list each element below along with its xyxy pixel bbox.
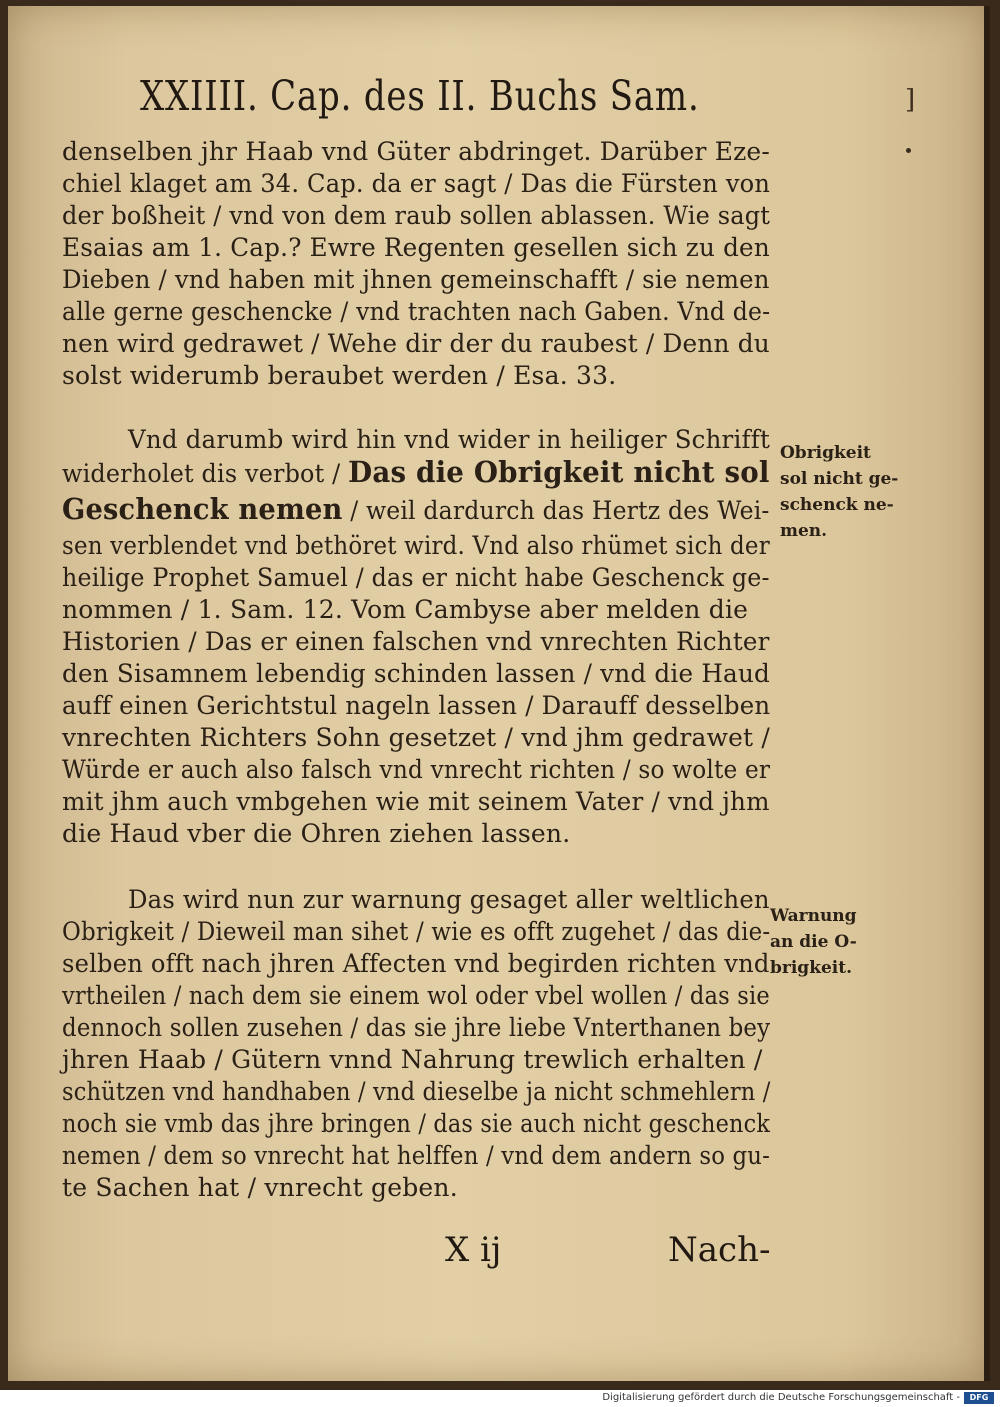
- text-line: die Haud vber die Ohren ziehen lassen.: [62, 819, 571, 848]
- text-line: Obrigkeit / Dieweil man sihet / wie es offt zugehet / das die-: [62, 917, 771, 946]
- text-line: heilige Prophet Samuel / das er nicht habe Geschenck ge-: [62, 563, 770, 592]
- signature-mark: X ij: [445, 1230, 502, 1270]
- catchword: Nach-: [668, 1230, 771, 1270]
- text-line: vrtheilen / nach dem sie einem wol oder vbel wollen / das sie: [62, 981, 770, 1010]
- text-line: chiel klaget am 34. Cap. da er sagt / Das die Fürsten von: [62, 169, 771, 198]
- text-run: / weil dardurch das Hertz des Wei-: [342, 496, 770, 525]
- text-line: [62, 492, 770, 526]
- dfg-logo: DFG: [964, 1392, 994, 1404]
- ink-dot: [906, 148, 911, 153]
- text-line: schützen vnd handhaben / vnd dieselbe ja nicht schmehlern /: [62, 1077, 771, 1106]
- footer-bar: [0, 1390, 1000, 1407]
- text-line: jhren Haab / Gütern vnnd Nahrung trewlich erhalten /: [62, 1045, 763, 1074]
- text-line: denselben jhr Haab vnd Güter abdringet. Darüber Eze-: [62, 137, 770, 166]
- funding-notice: Digitalisierung gefördert durch die Deutsche Forschungsgemeinschaft -: [602, 1392, 960, 1403]
- text-line: Das wird nun zur warnung gesaget aller weltlichen: [128, 885, 770, 914]
- text-line: solst widerumb beraubet werden / Esa. 33.: [62, 361, 617, 390]
- text-line: te Sachen hat / vnrecht geben.: [62, 1173, 458, 1202]
- text-line: Historien / Das er einen falschen vnd vnrechten Richter: [62, 627, 770, 656]
- text-line: nommen / 1. Sam. 12. Vom Cambyse aber melden die: [62, 595, 749, 624]
- text-line: [62, 455, 770, 489]
- text-line: den Sisamnem lebendig schinden lassen / vnd die Haud: [62, 659, 771, 688]
- text-line: selben offt nach jhren Affecten vnd begirden richten vnd: [62, 949, 770, 978]
- emphasis-text: Das die Obrigkeit nicht sol: [348, 455, 770, 489]
- text-line: der boßheit / vnd von dem raub sollen ablassen. Wie sagt: [62, 201, 771, 230]
- text-run: widerholet dis verbot /: [62, 459, 349, 488]
- text-line: vnrechten Richters Sohn gesetzet / vnd jhm gedrawet /: [62, 723, 770, 752]
- text-line: Dieben / vnd haben mit jhnen gemeinschafft / sie nemen: [62, 265, 770, 294]
- text-line: dennoch sollen zusehen / das sie jhre liebe Vnterthanen bey: [62, 1013, 771, 1042]
- text-line: mit jhm auch vmbgehen wie mit seinem Vater / vnd jhm: [62, 787, 770, 816]
- emphasis-text: Geschenck nemen: [62, 492, 343, 526]
- text-line: nen wird gedrawet / Wehe dir der du raubest / Denn du: [62, 329, 770, 358]
- text-line: Würde er auch also falsch vnd vnrecht richten / so wolte er: [62, 755, 771, 784]
- page-edge: [984, 6, 990, 1381]
- text-line: Esaias am 1. Cap.? Ewre Regenten gesellen sich zu den: [62, 233, 770, 262]
- margin-note: Warnung an die O- brigkeit.: [770, 906, 857, 978]
- text-line: noch sie vmb das jhre bringen / das sie auch nicht geschenck: [62, 1109, 771, 1138]
- page-header: XXIIII. Cap. des II. Buchs Sam.: [140, 72, 700, 120]
- text-line: auff einen Gerichtstul nageln lassen / Darauff desselben: [62, 691, 771, 720]
- text-line: nemen / dem so vnrecht hat helffen / vnd dem andern so gu-: [62, 1141, 771, 1170]
- text-line: sen verblendet vnd bethöret wird. Vnd also rhümet sich der: [62, 531, 770, 560]
- corner-mark: ]: [905, 85, 916, 115]
- margin-note: Obrigkeit sol nicht ge- schenck ne- men.: [780, 443, 899, 541]
- text-line: alle gerne geschencke / vnd trachten nach Gaben. Vnd de-: [62, 297, 771, 326]
- text-line: Vnd darumb wird hin vnd wider in heiliger Schrifft: [128, 425, 771, 454]
